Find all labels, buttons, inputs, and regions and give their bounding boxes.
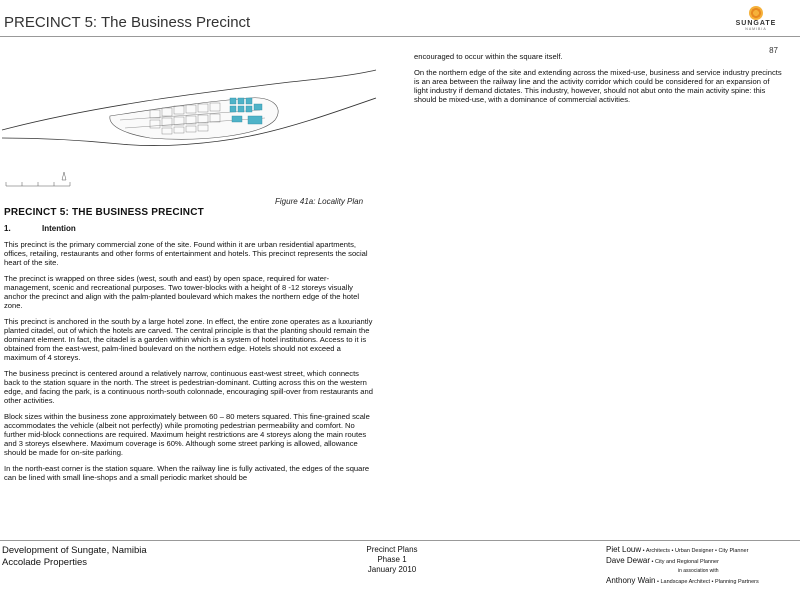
left-column <box>4 208 374 489</box>
figure-caption: Figure 41a: Locality Plan <box>275 197 364 206</box>
footer-credits <box>606 545 800 587</box>
credit-role: • City and Regional Planner <box>650 559 719 565</box>
locality-plan-map <box>0 58 378 188</box>
document-date: January 2010 <box>367 565 417 574</box>
association-note: in association with <box>678 568 719 574</box>
paragraph: The business precinct is centered around a relatively narrow, continuous east-west street, which connects back to the station square in the north. The street is pedestrian-dominant. Cutting across this on the western edge, and facing the park, is a continuous north-south colonnade, encouraging spill-over from restaurants and other activities. <box>4 369 373 405</box>
credit-line <box>606 545 800 556</box>
credit-line <box>606 576 800 587</box>
footer-divider <box>0 540 800 541</box>
page-header <box>0 0 800 44</box>
paragraph: encouraged to occur within the square itself. <box>414 52 563 61</box>
client-name: Accolade Properties <box>2 557 88 568</box>
footer-document-info <box>352 545 432 575</box>
sun-icon <box>749 6 763 20</box>
logo-text: SUNGATE <box>735 20 777 27</box>
sungate-logo <box>726 6 786 31</box>
subsection-number: 1. <box>4 224 11 233</box>
paragraph: On the northern edge of the site and extending across the mixed-use, business and service industry precincts is an area between the railway line and the activity corridor which could be considered for an expansion of light industry if demand dictates. This industry, however, should not abut onto the main activity spine: this should be mixed-use, with a dominance of commercial activities. <box>414 68 782 104</box>
paragraph: This precinct is the primary commercial zone of the site. Found within it are urban residential apartments, offices, retailing, restaurants and other forms of entertainment and hotels. This precinct represents the social heart of the site. <box>4 240 368 267</box>
paragraph: The precinct is wrapped on three sides (west, south and east) by open space, required for water-management, scenic and recreational purposes. Two tower-blocks with a height of 8 -12 storeys visually anchor the precinct and align with the palm-planted boulevard which makes the northern edge of the hotel zone. <box>4 274 360 310</box>
page-number: 87 <box>769 46 778 55</box>
project-name: Development of Sungate, Namibia <box>2 545 147 556</box>
paragraph: Block sizes within the business zone approximately between 60 – 80 meters squared. This fine-grained scale accommodates the vehicle (albeit not perfectly) while promoting pedestrian permeability and comfort. No further mid-block connections are required. Maximum height restrictions are 4 storeys along the main routes and 3 storeys elsewhere. Maximum coverage is 60%. Although some street parking is allowed, allowance should be made for on-site parking. <box>4 412 370 457</box>
logo-subtext: NAMIBIA <box>745 27 767 31</box>
page-footer <box>0 540 800 600</box>
section-heading: PRECINCT 5: THE BUSINESS PRECINCT <box>4 207 204 218</box>
paragraph: In the north-east corner is the station square. When the railway line is fully activated, the edges of the square can be lined with small line-shops and a small periodic market should be <box>4 464 370 482</box>
document-phase: Phase 1 <box>377 555 407 564</box>
credit-name: Anthony Wain <box>606 576 656 585</box>
footer-project <box>2 545 147 569</box>
credit-line <box>606 556 800 567</box>
paragraph: This precinct is anchored in the south by a large hotel zone. In effect, the entire zone operates as a luxuriantly planted citadel, out of which the hotels are carved. The central principle is that the planting should remain the dominant element. In fact, the citadel is a garden within which is a system of hotel institutions. Access to it is obtained from the east-west, palm-lined boulevard on the northern edge. Hotels should not exceed a maximum of 4 storeys. <box>4 317 373 362</box>
credit-role: • Architects • Urban Designer • City Planner <box>641 548 749 554</box>
credit-name: Dave Dewar <box>606 556 651 565</box>
document-title: Precinct Plans <box>366 545 418 554</box>
subsection-title: Intention <box>42 224 76 233</box>
credit-role: • Landscape Architect • Planning Partners <box>655 579 759 585</box>
page-title: PRECINCT 5: The Business Precinct <box>4 14 251 31</box>
header-divider <box>0 36 800 37</box>
subsection-heading <box>4 224 374 233</box>
right-column <box>414 52 784 111</box>
credit-name: Piet Louw <box>606 545 642 554</box>
